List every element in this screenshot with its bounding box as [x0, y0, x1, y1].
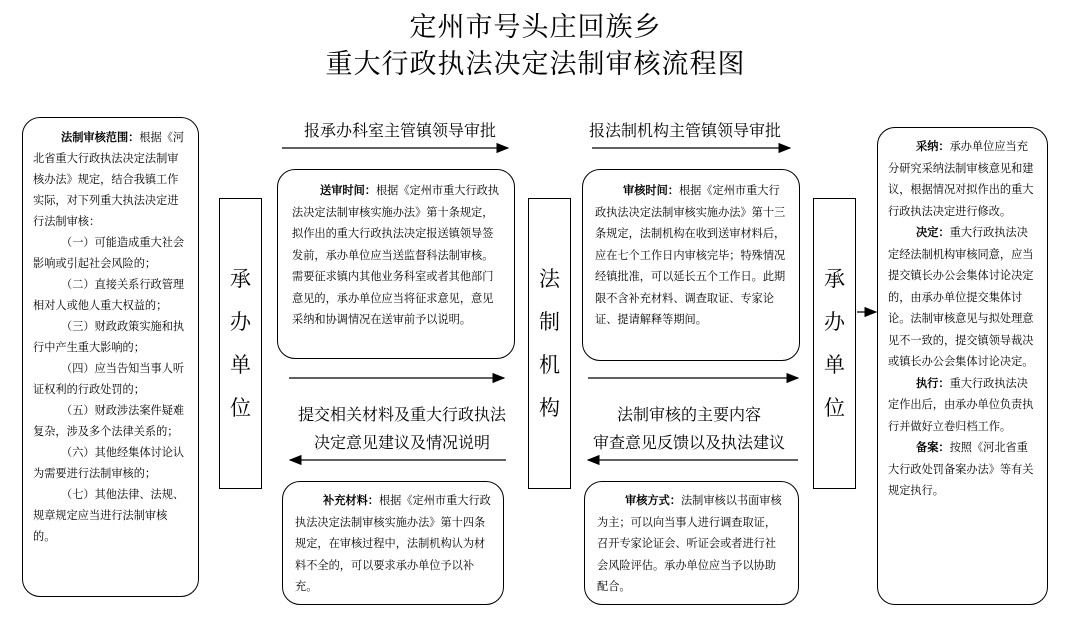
send-time-heading: 送审时间： [320, 184, 376, 197]
scope-heading: 法制审核范围： [61, 131, 140, 144]
unit-left-char-2: 办 [230, 309, 251, 334]
legal-char-4: 构 [539, 395, 560, 420]
unit-left-char-1: 承 [230, 266, 251, 291]
legal-char-3: 机 [539, 352, 560, 377]
outcome-box [877, 127, 1048, 605]
scope-item-2: （二）直接关系行政管理相对人或他人重大权益的； [33, 278, 185, 312]
decide-text: 重大行政执法决定经法制机构审核同意，应当提交镇长办公会集体讨论决定的，由承办单位提交集体讨论。法制审核意见与拟处理意见不一致的，提交镇领导裁决或镇长办公会集体讨论决定。 [888, 226, 1034, 368]
record-heading: 备案： [916, 441, 950, 454]
send-time-text: 根据《定州市重大行政执法决定法制审核实施办法》第十条规定，拟作出的重大行政执法决定报送镇领导签发前，承办单位应当送监督科法制审核。需要征求镇内其他业务科室或者其他部门意见的，承办单位应当将征求意见，意见采纳和协调情况在送审前予以说明。 [292, 184, 500, 326]
unit-right-char-4: 位 [824, 395, 845, 420]
supplement-heading: 补充材料： [323, 494, 379, 507]
legal-char-1: 法 [539, 266, 560, 291]
arrow-label-bottom-left-line2: 决定意见建议及情况说明 [313, 433, 490, 452]
arrow-label-bottom-left-line1: 提交相关材料及重大行政执法 [297, 405, 506, 424]
arrow-label-bottom-right-line1: 法制审核的主要内容 [616, 405, 761, 424]
unit-right-char-2: 办 [824, 309, 845, 334]
unit-right-char-1: 承 [824, 266, 845, 291]
scope-item-5: （五）财政涉法案件疑难复杂，涉及多个法律关系的； [33, 404, 185, 438]
review-method-heading: 审核方式： [625, 494, 681, 507]
supplement-box [282, 481, 504, 605]
execute-text: 重大行政执法决定作出后，由承办单位负责执行并做好立卷归档工作。 [888, 376, 1034, 433]
arrow-label-top-left: 报承办科室主管镇领导审批 [303, 121, 496, 140]
legal-char-2: 制 [539, 309, 560, 334]
scope-item-6: （六）其他经集体讨论认为需要进行法制审核的； [33, 446, 185, 480]
scope-item-3: （三）财政政策实施和执行中产生重大影响的； [33, 320, 185, 354]
review-time-text: 根据《定州市重大行政执法决定法制审核实施办法》第十三条规定，法制机构在收到送审材料后，应在七个工作日内审核完毕；特殊情况经镇批准，可以延长五个工作日。此期限不含补充材料、调查取证、专家论证、提请解释等期间。 [595, 184, 786, 326]
page-title-line2: 重大行政执法决定法制审核流程图 [325, 49, 746, 80]
unit-right-char-3: 单 [824, 352, 845, 377]
unit-left-char-4: 位 [230, 395, 251, 420]
decide-heading: 决定： [916, 226, 950, 239]
execute-heading: 执行： [916, 376, 950, 390]
review-time-heading: 审核时间： [623, 184, 679, 197]
adopt-heading: 采纳： [916, 140, 950, 153]
arrow-label-bottom-right-line2: 审查意见反馈以及执法建议 [592, 433, 785, 452]
scope-item-7: （七）其他法律、法规、规章规定应当进行法制审核的。 [33, 488, 185, 543]
record-text: 按照《河北省重大行政处罚备案办法》等有关规定执行。 [888, 441, 1034, 497]
review-time-box [582, 169, 800, 361]
scope-item-1: （一）可能造成重大社会影响或引起社会风险的； [33, 236, 185, 270]
unit-left-char-3: 单 [230, 352, 251, 377]
arrow-label-top-right: 报法制机构主管镇领导审批 [588, 121, 781, 140]
page-title-line1: 定州市号头庄回族乡 [409, 12, 662, 43]
adopt-text: 承办单位应当充分研究采纳法制审核意见和建议，根据情况对拟作出的重大行政执法决定进行修改。 [888, 140, 1034, 218]
send-time-box [277, 169, 515, 359]
review-method-box [584, 481, 799, 605]
scope-intro: 根据《河北省重大行政执法决定法制审核办法》规定，结合我镇工作实际，对下列重大执法决定进行法制审核： [33, 131, 185, 228]
review-method-text: 法制审核以书面审核为主；可以向当事人进行调查取证，召开专家论证会、听证会或者进行社会风险评估。承办单位应当予以协助配合。 [597, 494, 782, 593]
supplement-text: 根据《定州市重大行政执法决定法制审核实施办法》第十四条规定，在审核过程中，法制机构认为材料不全的，可以要求承办单位予以补充。 [295, 494, 491, 593]
scope-item-4: （四）应当告知当事人听证权利的行政处罚的； [33, 362, 185, 396]
